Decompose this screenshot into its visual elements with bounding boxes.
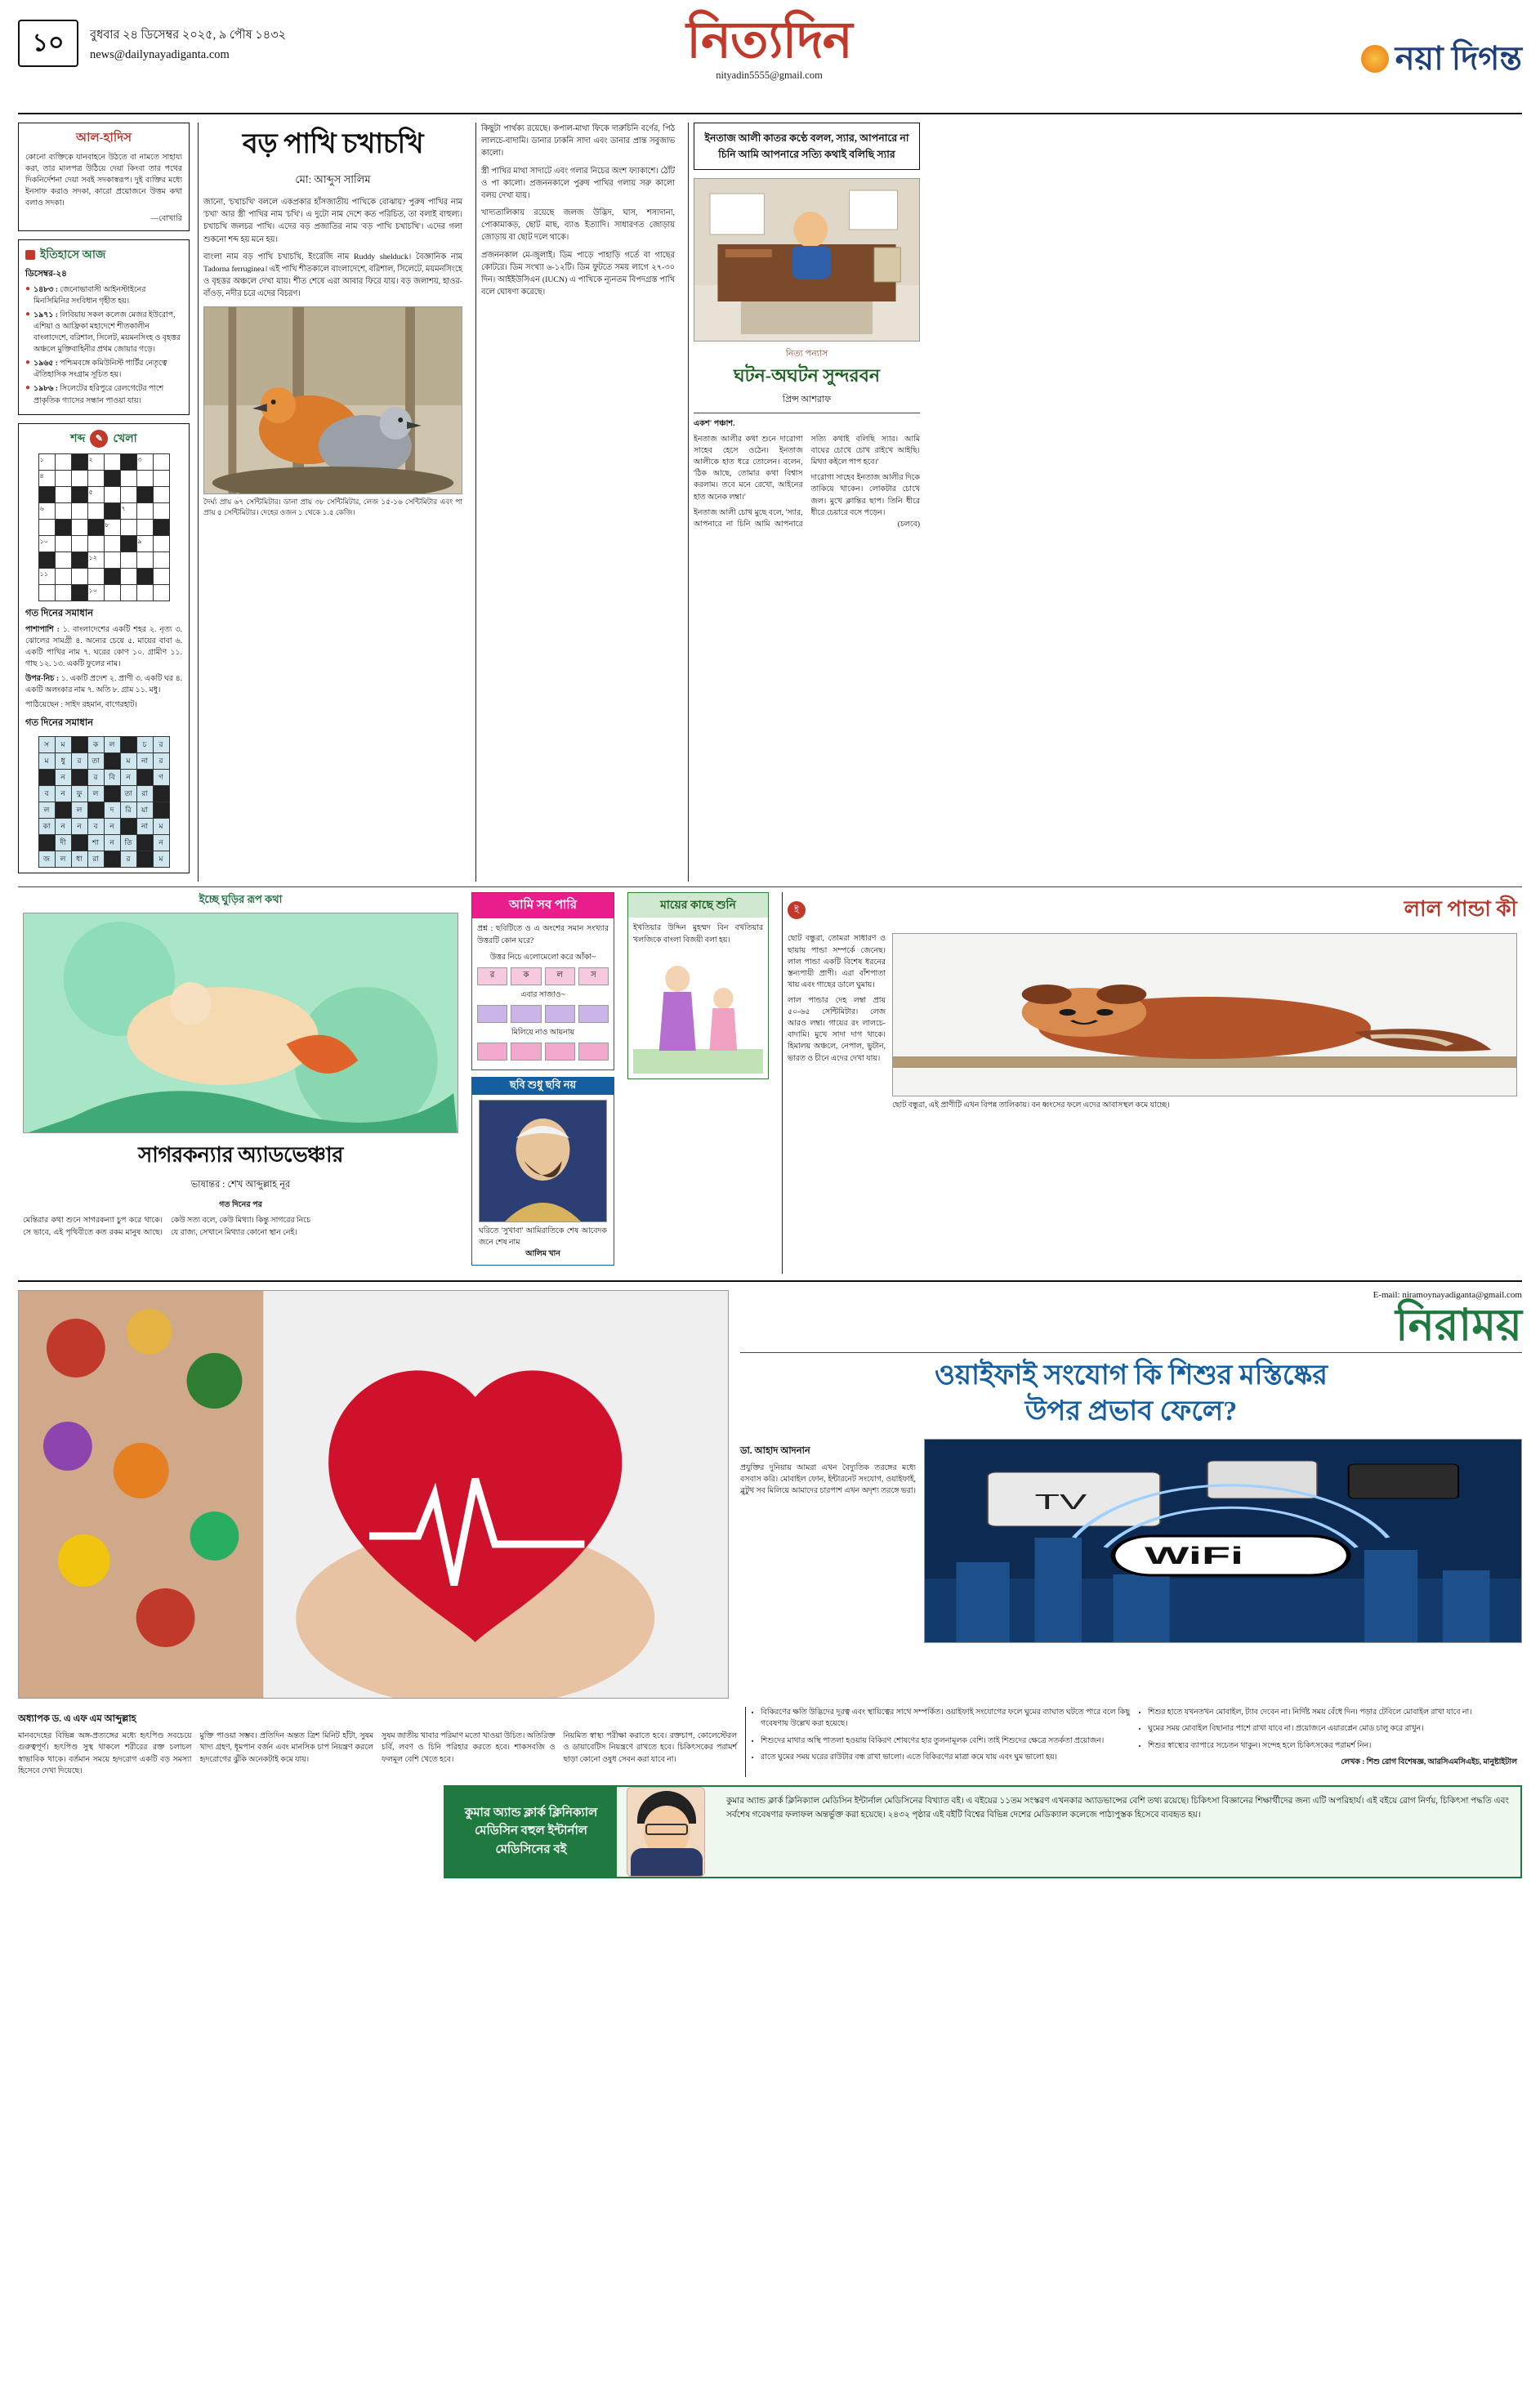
chobi-panel <box>471 1077 614 1266</box>
mermaid-block <box>18 892 463 1274</box>
bigbird-illustration <box>204 307 462 494</box>
ami-sob-pari-hint3: মিলিয়ে নাও আয়নায় <box>511 1028 575 1037</box>
mermaid-body: মেন্তিরার কথা শুনে সাগরকন্যা চুপ করে থাকে। সে ভাবে, এই পৃথিবীতে কত রকম মানুষ আছে। কেউ সত্য বলে, কেউ মিথ্যা। কিন্তু সাগরের নিচে যে রাজ্য, সেখানে মিথ্যার কোনো স্থান নেই। <box>23 1217 310 1237</box>
red-panda-body3: ছোট বন্ধুরা, এই প্রাণীটি এখন বিপন্ন তালিকায়। বন ধ্বংসের ফলে এদের আবাসস্থল কমে যাচ্ছে। <box>892 1101 1170 1110</box>
red-panda-title: লাল পান্ডা কী <box>1404 897 1517 922</box>
crossword-prev-head: গত দিনের সমাধান <box>25 718 94 729</box>
masthead-logo-block <box>286 15 1252 82</box>
masthead-paper-block <box>1252 15 1522 87</box>
crossword-box <box>18 423 190 874</box>
top-section <box>18 123 1522 882</box>
chobi-credit: আলিম খান <box>525 1250 560 1259</box>
bigbird-col2d: প্রজননকাল মে-জুলাই। ডিম পাড়ে পাহাড়ি গর্তে বা গাছের কোটরে। ডিম সংখ্যা ৬-১২টি। ডিম ফুটতে সময় লাগে ২৭-৩০ দিন। আইইউসিএন (IUCN) এ পাখিকে ন্যূনতম বিপদগ্রস্ত পাখি বলে ঘোষণা করেছে। <box>481 250 675 297</box>
niramoy-intro: প্রযুক্তির দুনিয়ায় আমরা এখন বৈদ্যুতিক তরঙ্গের মধ্যে বসবাস করি। মোবাইল ফোন, ইন্টারনেট সংযোগ, ওয়াইফাই, ব্লুটুথ সব মিলিয়ে আমাদের চারপাশ এখন অদৃশ্য তরঙ্গে ভরা। <box>740 1463 917 1495</box>
hadith-title: আল-হাদিস <box>76 132 132 145</box>
bigbird-body1: জানো, 'চখাচখি' বললে একপ্রকার হাঁসজাতীয় পাখিকে বোঝায়? পুরুষ পাখির নাম 'চখা' আর স্ত্রী পাখির নাম 'চখি'। এ দুটো নাম দেশে কত পরিচিত, তা বলাই বাহুল্য। চখাচখি জলচর পাখি। এদের বড় প্রজাতির নাম 'বড় পাখি চখাচখি'। এদের গলা শুকনো শব্দ হয় মনে হয়। <box>203 198 462 244</box>
niramoy-writer-credit: লেখক : শিশু রোগ বিশেষজ্ঞ, আরসিএমসিএইচ, মানুষ্টাইটাল <box>1341 1757 1517 1766</box>
crossword-title: শব্দ <box>70 432 86 445</box>
chobi-caption: ঘরিতে 'সুখাবা' আমিরাতিকে শেষ আবেদক জনে শেষ নাম <box>479 1226 607 1248</box>
crossword-clues-head: গত দিনের সমাধান <box>25 608 94 618</box>
novel-quote: ইনতাজ আলী কাতর কণ্ঠে বলল, স্যার, আপনারে না চিনি আমি আপনারে সত্যি কথাই বলিছি স্যার <box>704 132 909 160</box>
history-item <box>25 358 182 381</box>
heart-article-col1: মানবদেহের বিভিন্ন অঙ্গ-প্রত্যঙ্গের মধ্যে হৃৎপিণ্ড সবচেয়ে গুরুত্বপূর্ণ। হৃৎপিণ্ড সুস্থ থাকলে শরীরের রক্ত চলাচল স্বাভাবিক থাকে। বর্তমান সময়ে হৃদরোগ একটি বড় সমস্যা হিসেবে দেখা দিয়েছে। <box>18 1732 192 1775</box>
bullet-item: • শিশুদের মাথার অস্থি পাতলা হওয়ায় বিকিরণ শোষণের হার তুলনামূলক বেশি। তাই শিশুদের ক্ষেত্রে সতর্কতা প্রয়োজন। <box>761 1735 1130 1747</box>
ami-sob-pari-hint1: উত্তর নিচে এলোমেলো করে আঁকা~ <box>489 953 596 962</box>
bullet-icon: ● <box>25 358 31 368</box>
history-item <box>25 284 182 307</box>
mother-child-illustration <box>633 951 763 1074</box>
crossword-sender: পাঠিয়েছেন : সাইদ রহমান, বাগেরহাট। <box>25 701 137 710</box>
history-title: ইতিহাসে আজ <box>40 248 106 261</box>
niramoy-bullets-block <box>745 1707 1522 1776</box>
masthead-rule <box>18 113 1522 114</box>
crossword-subtitle: খেলা <box>113 432 137 445</box>
bigbird-col2a: কিছুটা পার্থক্য রয়েছে। কপাল-মাথা ফিকে দারুচিনি বর্ণের, পিঠ লালচে-বাদামি। ডানার ঢাকনি সাদা এবং ডানার প্রান্ত সবুজাভ কালো। <box>481 124 675 159</box>
bigbird-photo <box>203 306 462 494</box>
ad-portrait <box>617 1787 715 1877</box>
page-number: ১০ <box>18 20 78 67</box>
history-item-text: পশ্চিমবঙ্গে কমিউনিস্ট পার্টির নেতৃত্বে ঐতিহাসিক সংগ্রাম সূচিত হয়। <box>33 359 167 380</box>
novel-body1: ইনতাজ আলীর কথা শুনে দারোগা সাহেব হেসে ওঠেন। ইনতাজ আলীকে হাত ধরে তোলেন। বলেন, 'ঠিক আছে, তোমার কথা বিশ্বাস করলাম। তবে মনে রেখো, আইনের হাত অনেক লম্বা।' <box>694 435 803 502</box>
swatch-11[interactable] <box>545 1043 575 1061</box>
mermaid-title: সাগরকন্যার অ্যাডভেঞ্চার <box>138 1143 343 1168</box>
novel-body3: দারোগা সাহেব ইনতাজ আলীর দিকে তাকিয়ে থাকেন। লোকটার চোখে জল। মুখে ক্লান্তির ছাপ। তিনি ধীরে ধীরে চেয়ারে বসে পড়েন। <box>810 474 920 517</box>
chobi-illustration <box>479 1100 607 1222</box>
across-head: পাশাপাশি : <box>25 625 60 634</box>
history-title-row <box>25 245 182 265</box>
office-scene-illustration <box>694 179 919 342</box>
bullet-item: • বিকিরণের ক্ষতি উদ্ভিদের দূরত্ব এবং স্থায়িত্বের সাথে সম্পর্কিত। ওয়াইফাই সংযোগের ফলে ঘুমের ব্যাঘাত ঘটতে পারে বলে কিছু গবেষণায় উল্লেখ করা হয়েছে। <box>761 1707 1130 1730</box>
bigbird-body2: বাংলা নাম বড় পাখি চখাচখি, ইংরেজি নাম Ruddy shelduck। বৈজ্ঞানিক নাম Tadorna ferruginea। এই পাখি শীতকালে বাংলাদেশে, বরিশাল, সিলেটে, ময়মনসিংহে ও বৃহত্তর অঞ্চলে দেখা যায়। শীত শেষে এরা আবার ফিরে যায়। বড় জলাশয়, হাওর-বাঁওড়, নদীর চরে এদের বিচরণ। <box>203 252 462 299</box>
glasses-icon <box>645 1824 688 1835</box>
heart-health-illustration <box>19 1291 728 1699</box>
heart-article-col2: মুক্তি পাওয়া সম্ভব। প্রতিদিন অন্তত ত্রিশ মিনিট হাঁটা, সুষম খাদ্য গ্রহণ, ধূমপান বর্জন এবং মানসিক চাপ নিয়ন্ত্রণ করলে হৃদরোগের ঝুঁকি অনেকটাই কমে যায়। <box>199 1732 373 1764</box>
heart-article-col4: নিয়মিত স্বাস্থ্য পরীক্ষা করাতে হবে। রক্তচাপ, কোলেস্টেরল ও ডায়াবেটিস নিয়ন্ত্রণে রাখতে হবে। চিকিৎসকের পরামর্শ ছাড়া কোনো ওষুধ সেবন করা যাবে না। <box>563 1732 737 1764</box>
heart-article-col3: সুষম জাতীয় খাবার পরিমাণ মতো খাওয়া উচিত। অতিরিক্ত চর্বি, লবণ ও চিনি পরিহার করতে হবে। শাকসবজি ও ফলমূল বেশি খেতে হবে। <box>382 1732 556 1764</box>
history-item-text: সিলেটের হরিপুরে রেলগেটের পাশে প্রাকৃতিক গ্যাসের সন্ধান পাওয়া যায়। <box>33 385 164 405</box>
chobi-title: ছবি শুধু ছবি নয় <box>472 1078 614 1095</box>
mermaid-art <box>24 913 458 1133</box>
bullet-item: • শিশুর স্বাস্থ্যের ব্যাপারে সচেতন থাকুন। সন্দেহ হলে চিকিৎসকের পরামর্শ নিন। <box>1148 1740 1517 1752</box>
novel-illustration <box>694 178 920 342</box>
swatch-1[interactable]: র <box>477 967 507 985</box>
novel-series-label: নিত্য পন্যাস <box>785 349 828 359</box>
calendar-icon <box>25 250 35 260</box>
history-item-year: ১৯৮৬ : <box>33 385 58 394</box>
history-item-text: লিবিয়ায় সকল কলেজ মেজর ইউরোপ, এশিয়া ও আফ্রিকা মহাদেশে শীতকালীন বাংলাদেশে, বরিশাল, সিলেট, ময়মনসিংহ ও বৃহত্তর অঞ্চলে মুক্তিবাহিনীর প্রথম জোয়ার গড়ে। <box>33 310 181 355</box>
bigbird-caption: দৈর্ঘ্য প্রায় ৬৭ সেন্টিমিটার। ডানা প্রায় ৩৮ সেন্টিমিটার, লেজ ১৫-১৬ সেন্টিমিটার এবং পা প্রায় ৫ সেন্টিমিটার। দেহের ওজন ১ থেকে ১.৫ কেজি। <box>203 498 462 516</box>
wifi-illustration <box>925 1440 1521 1643</box>
advertisement[interactable] <box>444 1785 1522 1878</box>
svg-text:TV: TV <box>1034 1489 1087 1514</box>
supplement-logo: নিত্যদিন <box>686 13 852 69</box>
red-panda-body1: ছোট বন্ধুরা, তোমরা সাধারণ ও ছায়ায় পান্ডা সম্পর্কে জেনেছ। লাল পান্ডা একটি বিশেষ ধরনের স্তন্যপায়ী প্রাণী। এরা বাঁশপাতা খায় এবং গাছের ডালে ঘুমায়। <box>788 935 886 989</box>
niramoy-bottom-columns <box>18 1707 1522 1776</box>
history-box <box>18 239 190 415</box>
body-shape <box>631 1848 703 1876</box>
niramoy-bullets-right <box>1138 1707 1517 1776</box>
heart-article-author: অধ্যাপক ড. এ এফ এম আব্দুল্লাহ <box>18 1714 136 1725</box>
niramoy-email: E-mail: niramoynayadiganta@gmail.com <box>1373 1290 1522 1301</box>
bullet-icon: ● <box>25 383 31 393</box>
bigbird-col2b: স্ত্রী পাখির মাথা সাদাটে এবং গলার নিচের অংশ ফ্যাকাশে। ঠোঁট ও পা কালো। প্রজননকালে পুরুষ পাখির গলায় সরু কালো বলয় দেখা যায়। <box>481 166 675 200</box>
niramoy-bullets-left <box>751 1707 1130 1776</box>
niramoy-headline-2: উপর প্রভাব ফেলে? <box>1024 1396 1238 1427</box>
ami-sob-pari-question: প্রশ্ন : ছবিটিতে ও এ অংশের সমান সংখ্যার উত্তরটি কোন ঘরে? <box>477 925 609 945</box>
mermaid-illustration <box>23 913 458 1133</box>
pencil-icon: ✎ <box>90 430 108 448</box>
column-bigbird <box>198 123 467 882</box>
novel-part: একশ' পঞ্চাশ. <box>694 419 735 428</box>
red-panda-block <box>782 892 1522 1274</box>
heart-photo <box>18 1290 729 1699</box>
niramoy-head-block <box>740 1290 1522 1699</box>
bullet-item: • রাতে ঘুমের সময় ঘরের রাউটার বন্ধ রাখা ভালো। এতে বিকিরণের মাত্রা কমে যায় এবং ঘুম ভালো হয়। <box>761 1752 1130 1763</box>
sun-icon <box>1361 45 1389 73</box>
novel-continued: (চলবে) <box>897 520 920 529</box>
masthead <box>18 15 1522 106</box>
masthead-dateblock <box>90 15 286 65</box>
mayer-kache-block <box>623 892 774 1274</box>
history-item-year: ১৪৮৩ : <box>33 285 58 294</box>
section-rule <box>18 1280 1522 1282</box>
wifi-illustration-box <box>924 1439 1522 1643</box>
novel-quote-box <box>694 123 920 170</box>
history-item-year: ১৯৭১ : <box>33 310 58 319</box>
bullet-icon: ● <box>25 309 31 319</box>
bigbird-col2c: খাদ্যতালিকায় রয়েছে জলজ উদ্ভিদ, ঘাস, শস্যদানা, পোকামাকড়, ছোট মাছ, ব্যাঙ ইত্যাদি। সাধারণত জোড়ায় জোড়ায় বা ছোট দলে থাকে। <box>481 208 675 243</box>
hadith-box <box>18 123 190 231</box>
paper-name: নয়া দিগন্ত <box>1395 40 1522 77</box>
hadith-source: —বোখারি <box>150 214 182 223</box>
ad-left-text: কুমার অ্যান্ড ক্লার্ক ক্লিনিক্যাল মেডিসিন বহুল ইন্টার্নাল মেডিসিনের বই <box>445 1787 617 1877</box>
history-item-text: জেনোভাবাসী আইনস্টাইনের মিনসিমিনির সংবিধান গৃহীত হয়। <box>33 285 146 306</box>
across-clues: ১. বাংলাদেশের একটি শহর ২. নৃত্য ৩. ঝোলের সামগ্রী ৪. অন্যের চেয়ে ৫. মায়ের বাবা ৬. একটি পাখির নাম ৭. ঘরের কোণ ১০. গ্রামীণ ১১. গাছ ১২. ১৩. একটি ফুলের নাম। <box>25 625 182 668</box>
hadith-body: কোনো ব্যক্তিকে যানবাহনে উঠতে বা নামতে সাহায্য করা, তার মালপত্র উঠিয়ে দেয়া কিংবা তার পথের দিকনির্দেশনা দেয়া সবই সদকাস্বরূপ। দুই ব্যক্তির মধ্যে ইনসাফ করাও সদকা, কারো প্রয়োজনে উত্তম কথা বলাও সদকা। <box>25 154 182 208</box>
avatar <box>627 1787 705 1877</box>
down-head: উপর-নিচ : <box>25 675 60 684</box>
column-novel <box>688 123 925 882</box>
second-band <box>18 892 1522 1274</box>
mermaid-prev: গত দিনের পর <box>219 1200 262 1210</box>
swatch-8[interactable] <box>578 1005 609 1023</box>
svg-text:WiFi: WiFi <box>1144 1541 1244 1570</box>
column-bigbird-cont <box>475 123 680 882</box>
masthead-email: news@dailynayadiganta.com <box>90 47 230 61</box>
swatch-12[interactable] <box>578 1043 609 1061</box>
supplement-email: nityadin5555@gmail.com <box>716 69 823 82</box>
niramoy-headline-1: ওয়াইফাই সংযোগ কি শিশুর মস্তিষ্কের <box>935 1360 1328 1391</box>
crossword-grid[interactable]: ১ ২ ৩ ৪ ৫ ৬ ৭ ৮ ১০ ৯ ১২ ১১ ১০ <box>38 453 170 601</box>
mermaid-kicker: ইচ্ছে ঘুড়ির রূপ কথা <box>199 893 283 906</box>
red-panda-badge: ই <box>788 901 806 919</box>
mayer-kache-illustration <box>633 951 763 1074</box>
swatch-7[interactable] <box>545 1005 575 1023</box>
history-date: ডিসেম্বর-২৪ <box>25 269 67 279</box>
crossword-head <box>25 429 182 449</box>
history-item <box>25 383 182 406</box>
bullet-item: • শিশুর হাতে যখনতখন মোবাইল, ট্যাব দেবেন না। নির্দিষ্ট সময় বেঁধে দিন। পড়ার টেবিলে মোবাইল রাখা যাবে না। <box>1148 1707 1517 1718</box>
ami-sob-pari-swatches-3[interactable] <box>477 1043 609 1061</box>
swatch-2[interactable]: ক <box>511 967 541 985</box>
crossword-solution-grid: স ম ক ল চ র ম ধু র তা ম না র ন র বি ন ণ ব ন ফু ল তা রা ল ল দ রি য়া কা ন ন ব ন না ম দী শা ন তি ন জ ল ধা রা র ম <box>38 736 170 868</box>
mayer-kache-panel <box>627 892 769 1078</box>
novel-author: প্রিন্স আশরাফ <box>782 395 832 404</box>
ami-sob-pari-swatches[interactable] <box>477 967 609 985</box>
swatch-4[interactable]: স <box>578 967 609 985</box>
ami-sob-pari-block <box>471 892 614 1274</box>
heart-photo-block <box>18 1290 729 1699</box>
swatch-6[interactable] <box>511 1005 541 1023</box>
mayer-kache-title: মায়ের কাছে শুনি <box>628 893 768 918</box>
niramoy-section <box>18 1290 1522 1878</box>
red-panda-illustration <box>893 934 1516 1096</box>
novel-title: ঘটন-অঘটন সুন্দরবন <box>734 365 880 386</box>
portrait-illustration <box>480 1101 606 1222</box>
ami-sob-pari-swatches-2[interactable] <box>477 1005 609 1023</box>
ami-sob-pari-hint2: এবার সাজাও~ <box>520 990 565 999</box>
swatch-5[interactable] <box>477 1005 507 1023</box>
ad-right-text: কুমার অ্যান্ড ক্লার্ক ক্লিনিক্যাল মেডিসিন ইন্টার্নাল মেডিসিনের বিখ্যাত বই। এ বইয়ের ১১তম সংস্করণ এখনকার অ্যাডভান্সের বেশি তথ্য রয়েছে। চিকিৎসা বিজ্ঞানের শিক্ষার্থীদের জন্য এটি অপরিহার্য। এই বইয়ে রোগ নির্ণয়, চিকিৎসা পদ্ধতি এবং সর্বশেষ গবেষণার ফলাফল অন্তর্ভুক্ত করা হয়েছে। ২৪৩২ পৃষ্ঠার এই বইটি বিশ্বের বিভিন্ন দেশের মেডিক্যাল কলেজে পাঠ্যপুস্তক হিসেবে ব্যবহৃত হয়। <box>726 1796 1509 1820</box>
ami-sob-pari-title: আমি সব পারি <box>472 893 614 918</box>
masthead-date: বুধবার ২৪ ডিসেম্বর ২০২৫, ৯ পৌষ ১৪৩২ <box>90 29 287 42</box>
history-item <box>25 310 182 355</box>
red-panda-body2: লাল পান্ডার দেহ লম্বা প্রায় ৫০-৬৫ সেন্টিমিটার। লেজ আরও লম্বা। গায়ের রং লালচে-বাদামি। মুখে সাদা দাগ থাকে। হিমালয় অঞ্চলে, নেপাল, ভুটান, ভারত ও চীনে এদের দেখা যায়। <box>788 996 886 1063</box>
novel-body2: ইনতাজ আলী চোখ মুছে বলে, 'স্যার, আপনারে না চিনি আমি আপনারে সত্যি কথাই বলিছি স্যার। আমি বাঘের চোখে চোখ রাইখে আইছি। মিথ্যা কইলে পাপ হবে।' <box>694 435 920 529</box>
down-clues: ১. একটি প্রদেশ ২. প্রাণী ৩. একটি ঘর ৪. একটি অলংকার নাম ৭. অতি ৮. গ্রাম ১১. মধু। <box>25 675 183 695</box>
mayer-kache-body: ইখতিয়ার উদ্দিন মুহম্মদ বিন বখতিয়ার খলজিকে বাংলা বিজয়ী বলা হয়। <box>633 924 763 944</box>
swatch-3[interactable]: ল <box>545 967 575 985</box>
red-panda-photo <box>892 933 1517 1096</box>
history-item-year: ১৯৬৫ : <box>33 359 58 368</box>
bullet-item: • ঘুমের সময় মোবাইল বিছানার পাশে রাখা যাবে না। প্রয়োজনে এয়ারপ্লেন মোড চালু করে রাখুন। <box>1148 1723 1517 1735</box>
ami-sob-pari-panel <box>471 892 614 1070</box>
mermaid-byline: ভাষান্তর : শেখ আব্দুল্লাহ নূর <box>190 1180 291 1190</box>
heart-article-block <box>18 1707 737 1776</box>
swatch-10[interactable] <box>511 1043 541 1061</box>
niramoy-author: ডা. আহাদ আদনান <box>740 1445 810 1456</box>
niramoy-logo: নিরাময় <box>1395 1301 1522 1351</box>
bullet-icon: ● <box>25 284 31 293</box>
swatch-9[interactable] <box>477 1043 507 1061</box>
bigbird-headline: বড় পাখি চখাচখি <box>242 129 424 159</box>
bigbird-byline: মো: আব্দুস সালিম <box>295 173 371 185</box>
column-left <box>18 123 190 882</box>
